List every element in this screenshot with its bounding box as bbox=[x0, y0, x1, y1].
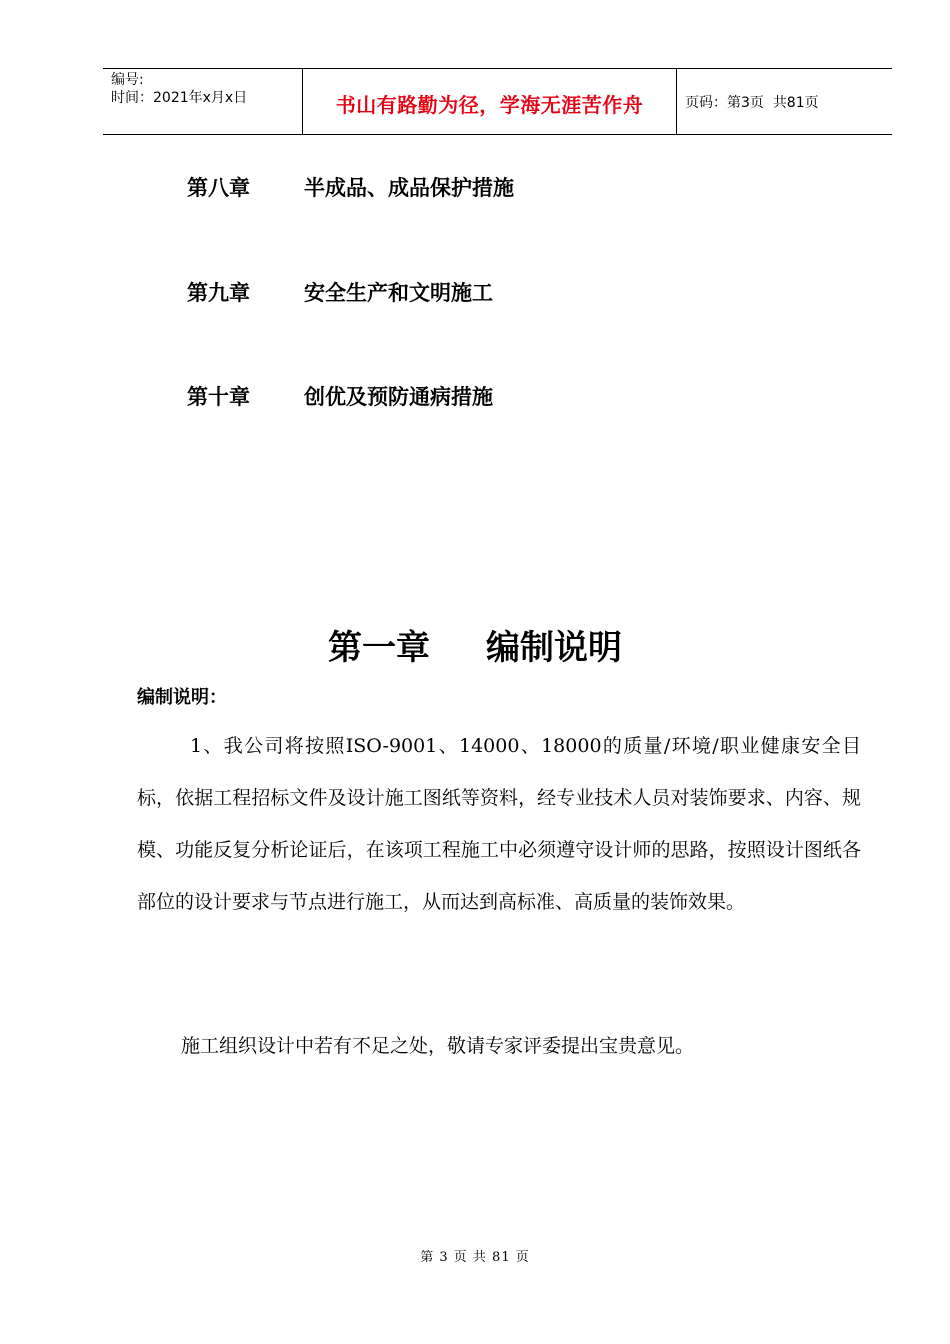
toc-chapter-number: 第八章 bbox=[187, 176, 250, 200]
toc-chapter-title: 创优及预防通病措施 bbox=[304, 385, 493, 409]
body-paragraph: 施工组织设计中若有不足之处，敬请专家评委提出宝贵意见。 bbox=[181, 1035, 695, 1057]
toc-item[interactable] bbox=[187, 277, 493, 307]
toc-chapter-title: 半成品、成品保护措施 bbox=[304, 176, 514, 200]
document-time-label: 时间：2021年x月x日 bbox=[111, 90, 248, 106]
header-motto: 书山有路勤为径，学海无涯苦作舟 bbox=[335, 92, 644, 117]
toc-item[interactable] bbox=[187, 381, 493, 411]
chapter-title: 编制说明 bbox=[486, 628, 622, 668]
toc-item[interactable] bbox=[187, 172, 514, 202]
page-header bbox=[103, 68, 892, 135]
header-page-code: 页码：第3页 共81页 bbox=[685, 94, 819, 111]
chapter-number: 第一章 bbox=[328, 628, 430, 668]
page-footer: 第 3 页 共 81 页 bbox=[420, 1250, 530, 1265]
toc-chapter-number: 第九章 bbox=[187, 281, 250, 305]
toc-chapter-number: 第十章 bbox=[187, 385, 250, 409]
body-paragraph: 1、我公司将按照ISO-9001、14000、18000的质量/环境/职业健康安全目标，依据工程招标文件及设计施工图纸等资料，经专业技术人员对装饰要求、内容、规模、功能反复分析论证后，在该项工程施工中必须遵守设计师的思路，按照设计图纸各部位的设计要求与节点进行施工，从而达到高标准、高质量的装饰效果。 bbox=[137, 735, 861, 913]
toc-chapter-title: 安全生产和文明施工 bbox=[304, 281, 493, 305]
header-motto-cell bbox=[303, 69, 677, 134]
header-page-code-cell bbox=[677, 69, 892, 134]
document-number-label: 编号: bbox=[111, 72, 144, 88]
chapter-heading bbox=[0, 624, 950, 672]
header-meta bbox=[103, 69, 303, 134]
section-label: 编制说明： bbox=[137, 687, 227, 708]
